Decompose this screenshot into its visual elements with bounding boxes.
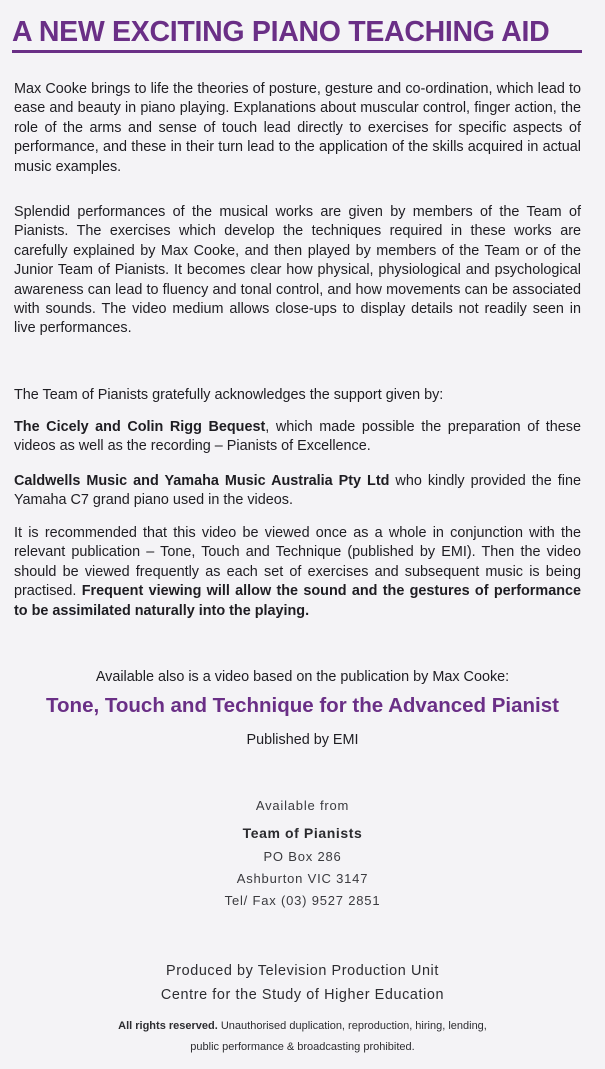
contact-name: Team of Pianists xyxy=(242,825,363,841)
contact-po-box: PO Box 286 xyxy=(263,849,342,864)
available-from-label: Available from xyxy=(255,798,350,813)
sponsor-text: who kindly provided the fine Yamaha C7 grand piano used in the videos. xyxy=(14,473,581,509)
bequest-name: The Cicely and Colin Rigg Bequest xyxy=(14,419,266,435)
recommendation-emphasis: Frequent viewing will allow the sound and the gestures of performance to be assimilated naturally into the playing. xyxy=(14,583,581,619)
legal-line-1 xyxy=(0,1016,605,1036)
sponsor-paragraph xyxy=(14,472,581,511)
sponsor-name: Caldwells Music and Yamaha Music Australia Pty Ltd xyxy=(14,473,390,489)
legal-line-2: public performance & broadcasting prohibited. xyxy=(190,1041,415,1053)
bequest-text: , which made possible the preparation of these videos as well as the recording – Pianists of Excellence. xyxy=(14,419,581,455)
produced-by-text: Produced by Television Production Unit xyxy=(166,963,439,979)
intro-paragraph: Max Cooke brings to life the theories of posture, gesture and co-ordination, which lead to ease and beauty in piano playing. Explanations about muscular control, finger action, the role of the arms and sense of touch lead directly to exercises for specific aspects of performance, and these in their turn lead to the application of the skills acquired in actual music examples. xyxy=(14,81,581,175)
headline: A NEW EXCITING PIANO TEACHING AID xyxy=(12,16,550,48)
contact-phone: Tel/ Fax (03) 9527 2851 xyxy=(224,893,381,908)
performances-paragraph: Splendid performances of the musical works are given by members of the Team of Pianists. The exercises which develop the techniques required in these works are carefully explained by Max Cooke, and then played by members of the Team or of the Junior Team of Pianists. It becomes clear how physical, physiological and psychological awareness can lead to fluency and tonal control, and how movements can be associated with sounds. The video medium allows close-ups to display details not readily seen in live performances. xyxy=(14,204,581,337)
recommendation-text: It is recommended that this video be viewed once as a whole in conjunction with the relevant publication – Tone, Touch and Technique (published by EMI). Then the video should be viewed frequently as each set of exercises and subsequent music is being practised. xyxy=(14,525,581,600)
acknowledgement-paragraph: The Team of Pianists gratefully acknowledges the support given by: xyxy=(14,387,444,403)
contact-city: Ashburton VIC 3147 xyxy=(236,871,369,886)
also-available-text: Available also is a video based on the publication by Max Cooke: xyxy=(95,669,510,685)
publisher-text: Published by EMI xyxy=(246,732,359,748)
promo-title: Tone, Touch and Technique for the Advanced Pianist xyxy=(46,694,559,717)
legal-line-1-rest: Unauthorised duplication, reproduction, hiring, lending, xyxy=(217,1020,487,1032)
centre-text: Centre for the Study of Higher Education xyxy=(160,987,445,1003)
rights-reserved: All rights reserved. xyxy=(118,1020,218,1032)
bequest-paragraph xyxy=(14,418,581,457)
recommendation-paragraph xyxy=(14,524,581,621)
headline-underline xyxy=(12,50,582,53)
